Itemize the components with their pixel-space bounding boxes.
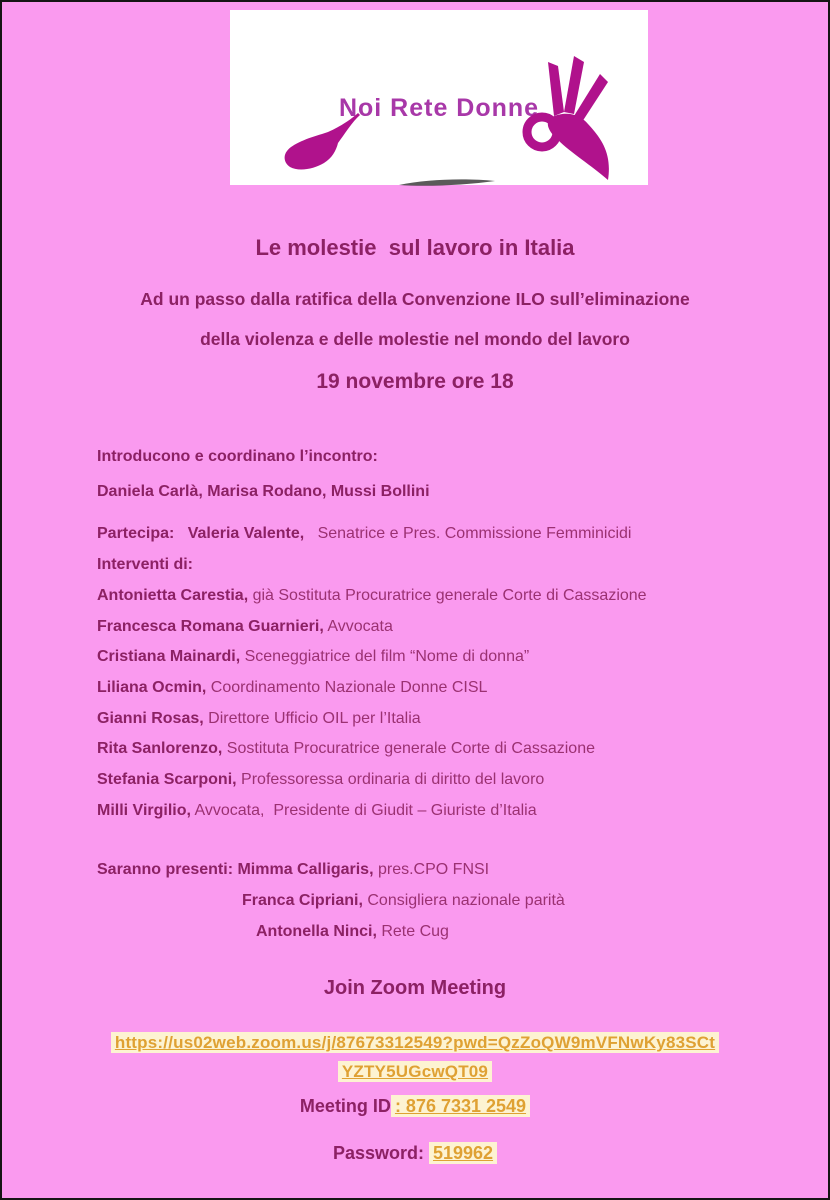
text-run: Sceneggiatrice del film “Nome di donna” (240, 648, 530, 666)
zoom-meeting-link-line2[interactable]: YZTY5UGcwQT09 (338, 1061, 492, 1082)
password-row (2, 1143, 828, 1164)
text-run: Professoressa ordinaria di diritto del lavoro (236, 771, 545, 789)
body-line (97, 581, 778, 612)
logo-swoosh (397, 176, 497, 190)
text-run: già Sostituta Procuratrice generale Corte di Cassazione (248, 586, 647, 604)
body-lines (97, 442, 778, 948)
body-line (97, 734, 778, 765)
text-run: Avvocata, Presidente di Giudit – Giuriste d’Italia (190, 801, 537, 819)
body-line (97, 642, 778, 673)
body-line (97, 550, 778, 581)
body-line (256, 917, 778, 948)
text-run: Introducono e coordinano l’incontro: (97, 448, 378, 465)
meeting-id-label: Meeting ID (299, 1096, 391, 1116)
text-run: Coordinamento Nazionale Donne CISL (206, 678, 488, 696)
join-zoom-heading: Join Zoom Meeting (323, 977, 507, 999)
event-title: Le molestie sul lavoro in Italia (255, 235, 575, 260)
text-run: Sostituta Procuratrice generale Corte di Cassazione (222, 740, 595, 758)
text-run: Partecipa: Valeria Valente, (97, 525, 305, 543)
event-subtitle-line1: Ad un passo dalla ratifica della Convenzione ILO sull’eliminazione (140, 289, 690, 309)
text-run: Rita Sanlorenzo, (97, 740, 223, 758)
event-subtitle-line2: della violenza e delle molestie nel mondo del lavoro (200, 329, 630, 349)
body-line (97, 855, 778, 886)
text-run: Franca Cipriani, (242, 892, 363, 910)
text-run: Senatrice e Pres. Commissione Femminicidi (304, 525, 632, 543)
body-line (97, 519, 778, 550)
text-run: Avvocata (323, 617, 393, 635)
text-run: Saranno presenti: Mimma Calligaris, (97, 861, 374, 879)
body-line (242, 886, 778, 917)
logo-wordmark: Noi Rete Donne (338, 94, 540, 122)
text-run: Liliana Ocmin, (97, 678, 207, 696)
text-run: Francesca Romana Guarnieri, (97, 617, 324, 635)
text-run: Milli Virgilio, (97, 801, 191, 819)
logo-box (230, 10, 648, 185)
event-datetime: 19 novembre ore 18 (316, 370, 514, 393)
text-run: Stefania Scarponi, (97, 771, 237, 789)
meeting-id-value: : 876 7331 2549 (391, 1095, 530, 1117)
ok-gesture-hand-icon (518, 54, 636, 182)
text-run: Gianni Rosas, (97, 709, 204, 727)
text-run: Antonella Ninci, (256, 922, 377, 940)
body-line (97, 477, 778, 508)
text-run: Direttore Ufficio OIL per l’Italia (203, 709, 421, 727)
body-line (97, 796, 778, 827)
password-value: 519962 (429, 1142, 497, 1164)
text-run: Daniela Carlà, Marisa Rodano, Mussi Bollini (97, 482, 430, 500)
text-run: Rete Cug (376, 922, 449, 940)
text-run: Cristiana Mainardi, (97, 648, 241, 666)
body-line (97, 765, 778, 796)
meeting-id-row (2, 1096, 828, 1117)
body-line (97, 673, 778, 704)
password-label: Password: (332, 1143, 424, 1163)
body-line (97, 612, 778, 643)
text-run: pres.CPO FNSI (373, 861, 490, 879)
text-run: Interventi di: (97, 556, 194, 574)
body-line (97, 442, 778, 473)
zoom-link-block (2, 1028, 828, 1086)
body-line (97, 704, 778, 735)
zoom-meeting-link-line1[interactable]: https://us02web.zoom.us/j/87673312549?pwd=QzZoQW9mVFNwKy83SCt (111, 1032, 719, 1053)
text-run: Antonietta Carestia, (97, 586, 249, 604)
text-run: Consigliera nazionale parità (362, 892, 565, 910)
